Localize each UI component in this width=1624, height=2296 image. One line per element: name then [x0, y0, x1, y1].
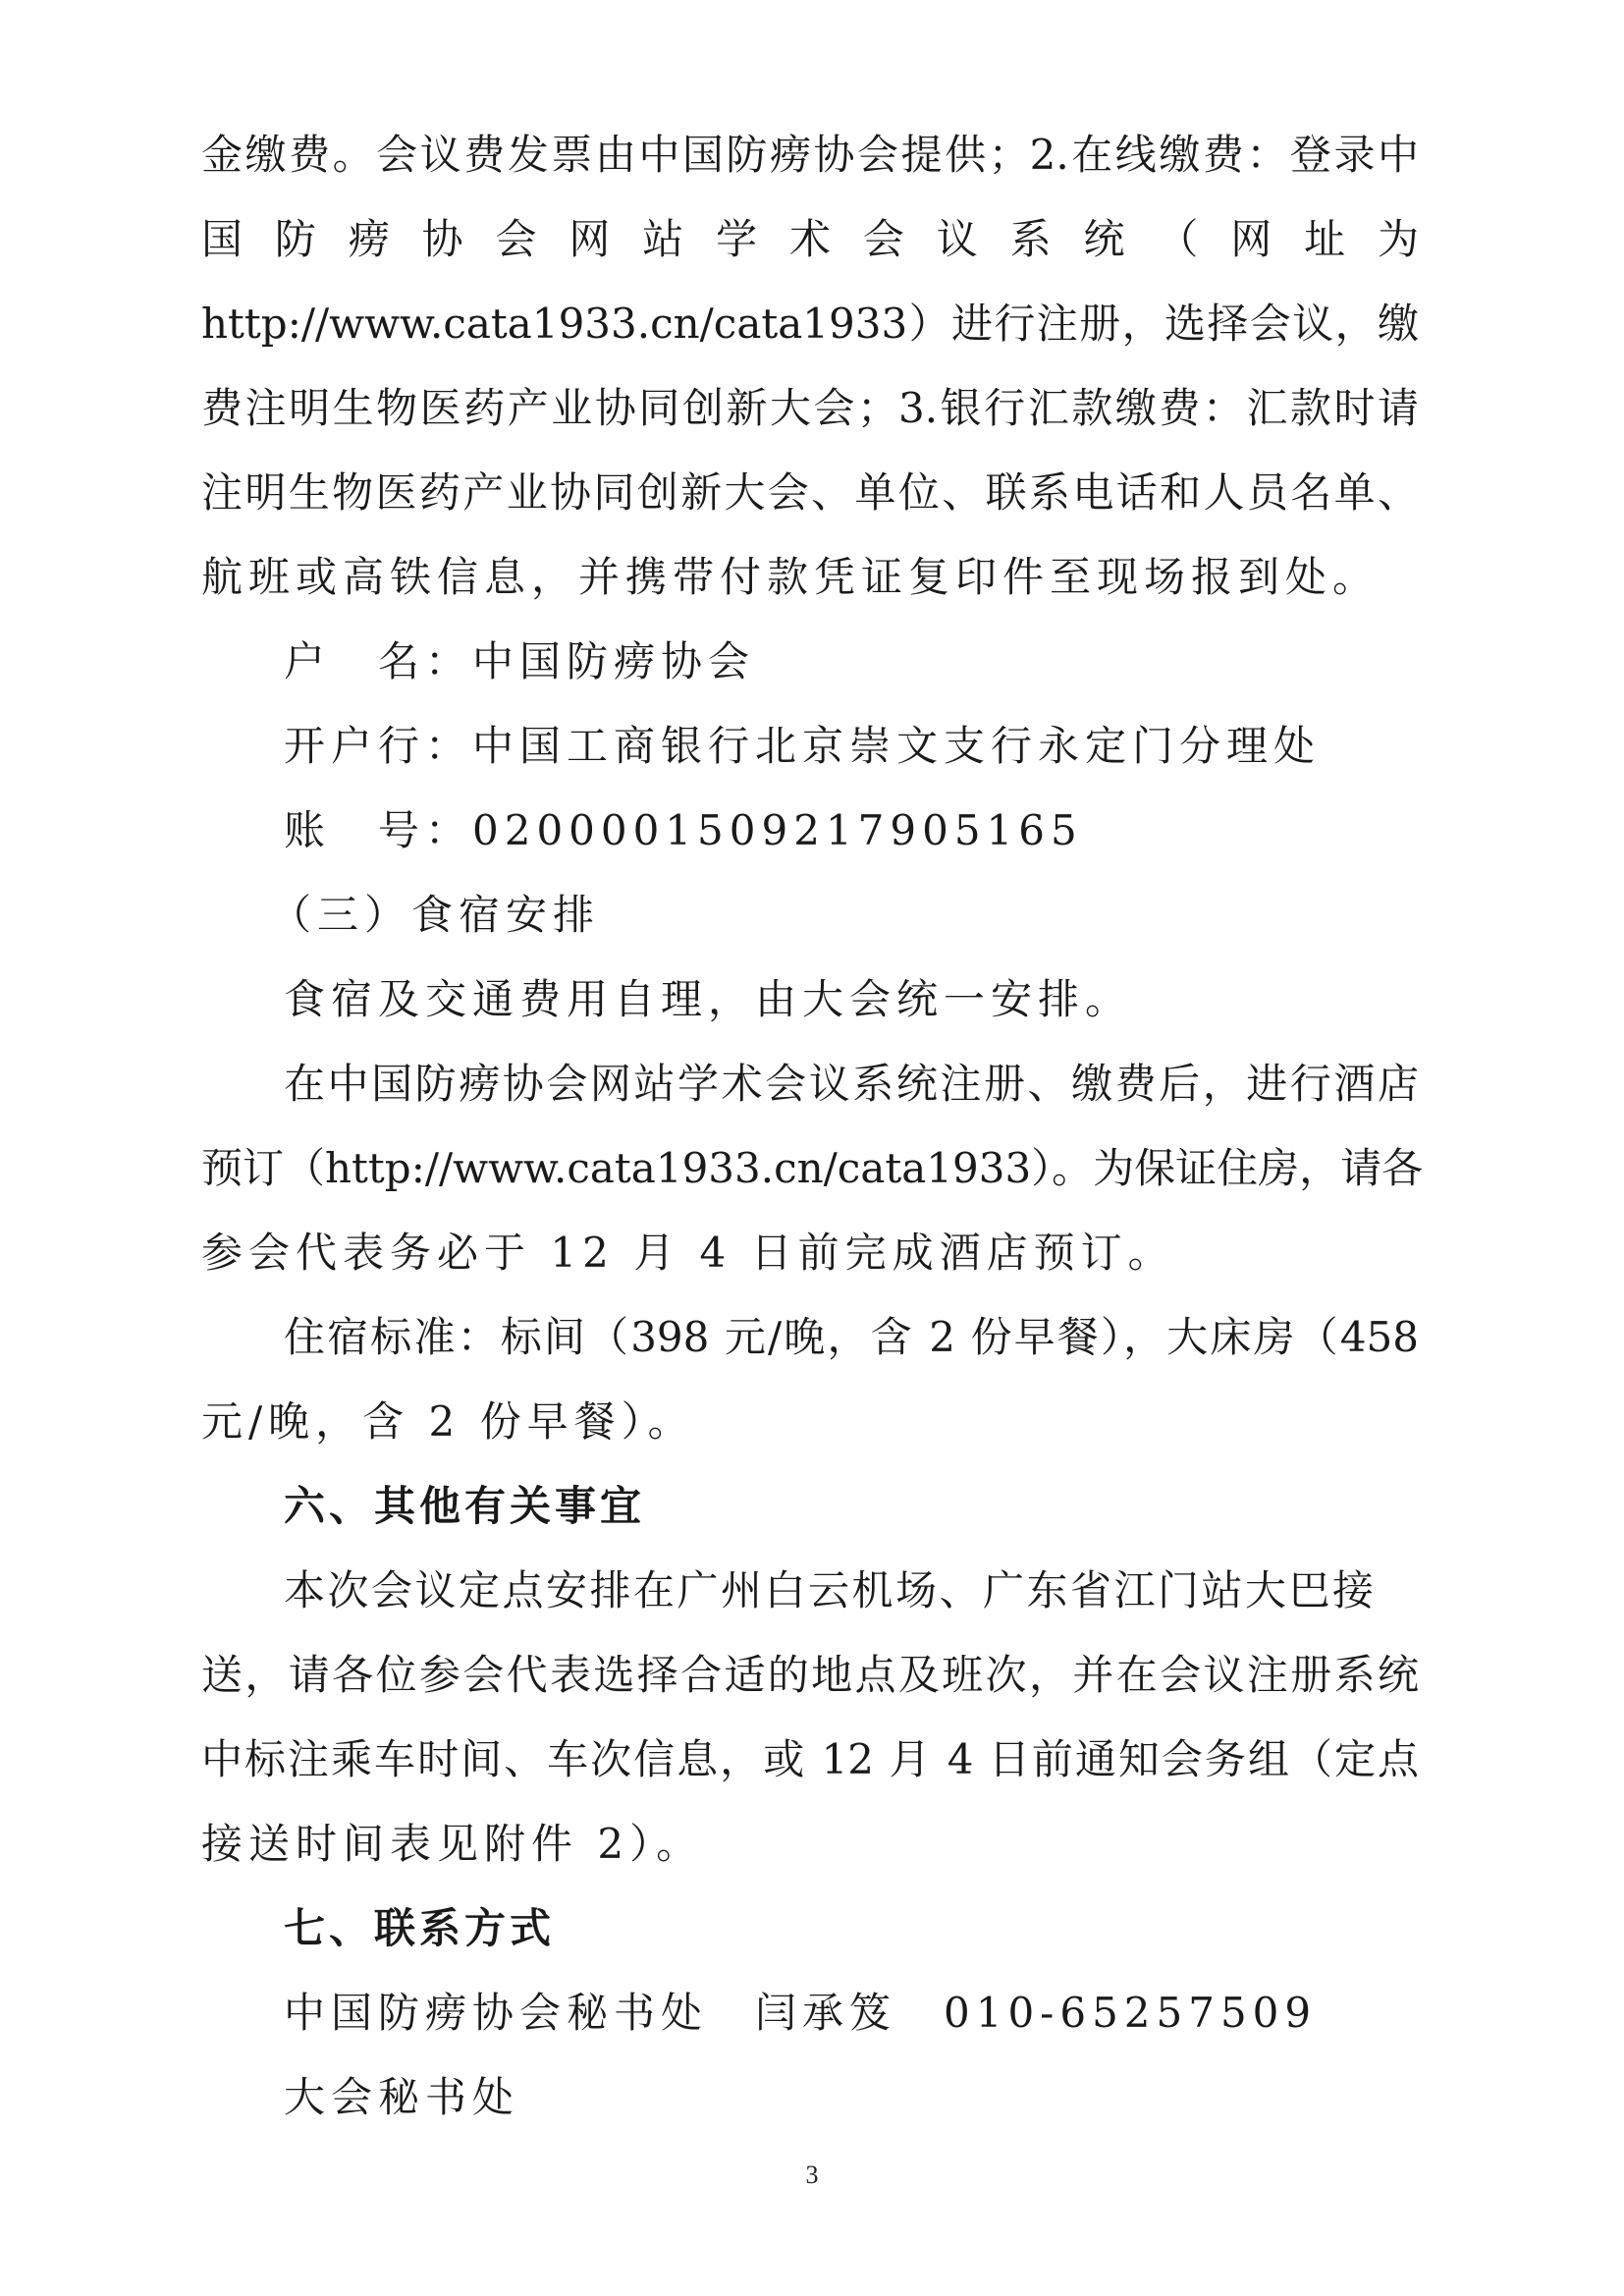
- payment-line-3: http://www.cata1933.cn/cata1933）进行注册，选择会议，缴: [201, 300, 1419, 348]
- accommodation-line-1: 食宿及交通费用自理，由大会统一安排。: [284, 975, 1133, 1023]
- section-6-line-4: 接送时间表见附件 2）。: [201, 1820, 704, 1868]
- payment-line-5: 注明生物医药产业协同创新大会、单位、联系电话和人员名单、: [201, 468, 1419, 517]
- payment-line-2: 国 防 痨 协 会 网 站 学 术 会 议 系 统 （ 网 址 为: [201, 215, 1419, 263]
- section-6-line-1: 本次会议定点安排在广州白云机场、广东省江门站大巴接: [284, 1566, 1374, 1614]
- accommodation-line-2: 在中国防痨协会网站学术会议系统注册、缴费后，进行酒店: [284, 1060, 1419, 1108]
- section-7-heading: 七、联系方式: [284, 1904, 556, 1952]
- account-number: 账 号：0200001509217905165: [284, 806, 1083, 854]
- account-bank: 开户行：中国工商银行北京崇文支行永定门分理处: [284, 722, 1322, 770]
- accommodation-line-4: 参会代表务必于 12 月 4 日前完成酒店预订。: [201, 1229, 1175, 1277]
- section-6-heading: 六、其他有关事宜: [284, 1482, 646, 1530]
- accommodation-line-6: 元/晚，含 2 份早餐）。: [201, 1397, 695, 1446]
- accommodation-heading: （三）食宿安排: [270, 891, 601, 939]
- contact-line-1: 中国防痨协会秘书处 闫承笈 010-65257509: [284, 1989, 1318, 2037]
- payment-line-6: 航班或高铁信息，并携带付款凭证复印件至现场报到处。: [201, 553, 1380, 601]
- accommodation-line-5: 住宿标准：标间（398 元/晚，含 2 份早餐），大床房（458: [284, 1313, 1419, 1361]
- contact-line-2: 大会秘书处: [284, 2073, 520, 2121]
- page-number: 3: [805, 2160, 819, 2189]
- accommodation-line-3: 预订（http://www.cata1933.cn/cata1933）。为保证住房，请各: [201, 1144, 1424, 1192]
- payment-line-4: 费注明生物医药产业协同创新大会；3.银行汇款缴费：汇款时请: [201, 384, 1419, 432]
- section-6-line-2: 送，请各位参会代表选择合适的地点及班次，并在会议注册系统: [201, 1651, 1419, 1699]
- account-name: 户 名：中国防痨协会: [284, 637, 756, 685]
- payment-line-1: 金缴费。会议费发票由中国防痨协会提供；2.在线缴费：登录中: [201, 131, 1419, 179]
- section-6-line-3: 中标注乘车时间、车次信息，或 12 月 4 日前通知会务组（定点: [201, 1735, 1419, 1783]
